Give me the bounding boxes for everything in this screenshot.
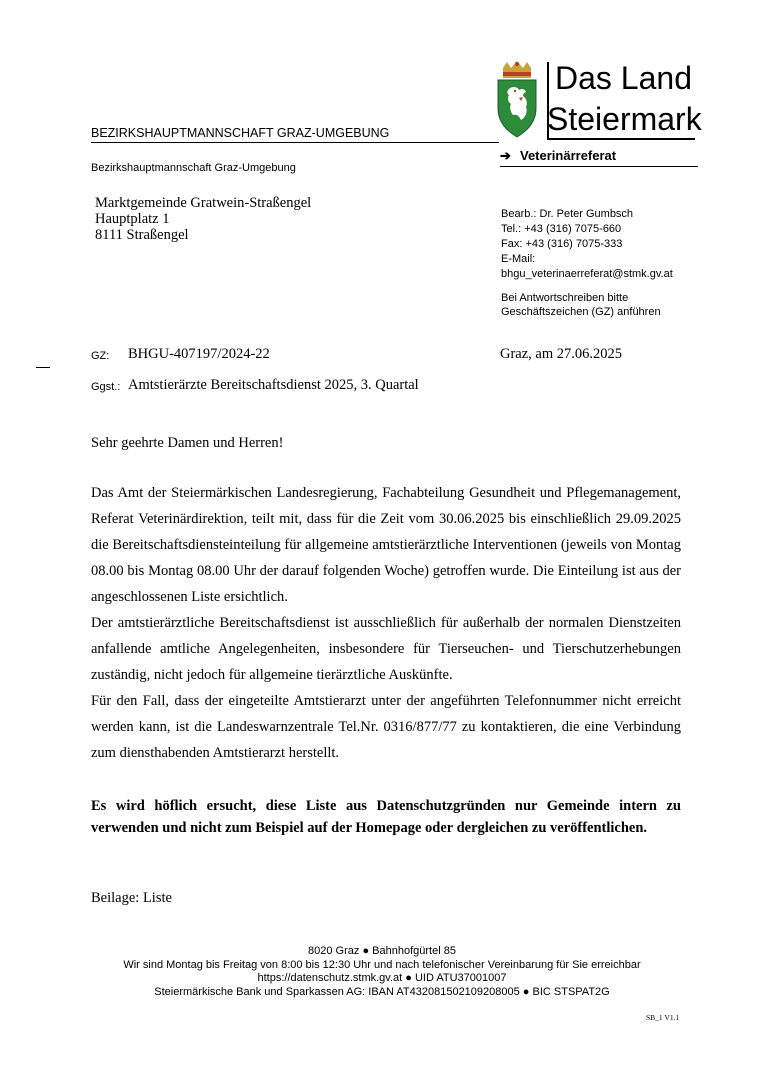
recipient-city: 8111 Straßengel	[95, 227, 189, 243]
reply-note-line-2: Geschäftszeichen (GZ) anführen	[501, 306, 661, 318]
footer-bank: Steiermärkische Bank und Sparkassen AG: IBAN AT432081502109208005 ● BIC STSPAT2G	[154, 985, 610, 998]
logo-text-steiermark: Steiermark	[547, 101, 702, 137]
recipient-name: Marktgemeinde Gratwein-Straßengel	[95, 195, 312, 211]
privacy-notice: Es wird höflich ersucht, diese Liste aus Datenschutzgründen nur Gemeinde intern zu verwenden und nicht zum Beispiel auf der Homepage oder dergleichen zu veröffentlichen.	[91, 798, 681, 836]
authority-title: BEZIRKSHAUPTMANNSCHAFT GRAZ-UMGEBUNG	[91, 126, 390, 140]
logo-underline	[547, 138, 695, 140]
letter-body	[91, 480, 681, 766]
sender-line: Bezirkshauptmannschaft Graz-Umgebung	[91, 162, 296, 174]
subject-value: Amtstierärzte Bereitschaftsdienst 2025, 3. Quartal	[128, 377, 419, 393]
body-paragraph-1: Das Amt der Steiermärkischen Landesregierung, Fachabteilung Gesundheit und Pflegemanagement, Referat Veterinärdirektion, teilt mit, dass für die Zeit vom 30.06.2025 bis einschließlich 29.09.2025 die Bereitschaftsdiensteinteilung für allgemeine amtstierärztliche Interventionen (jeweils von Montag 08.00 bis Montag 08.00 Uhr der darauf folgenden Woche) getroffen wurde. Die Einteilung ist aus der angeschlossenen Liste ersichtlich.	[91, 485, 681, 605]
steiermark-crest-icon	[495, 60, 539, 140]
arrow-right-icon: ➔	[500, 148, 511, 163]
header-rule	[91, 142, 499, 143]
fold-mark	[36, 367, 50, 368]
contact-officer: Bearb.: Dr. Peter Gumbsch	[501, 208, 634, 220]
department-name: Veterinärreferat	[520, 148, 617, 163]
reply-note-line-1: Bei Antwortschreiben bitte	[501, 292, 629, 304]
footer-privacy-link[interactable]: https://datenschutz.stmk.gv.at ● UID ATU37001007	[257, 972, 507, 984]
body-paragraph-3: Für den Fall, dass der eingeteilte Amtstierarzt unter der angeführten Telefonnummer nicht erreicht werden kann, ist die Landeswarnzentrale Tel.Nr. 0316/877/77 zu kontaktieren, die eine Verbindung zum diensthabenden Amtstierarzt herstellt.	[91, 693, 681, 761]
gz-label: GZ:	[91, 350, 110, 362]
attachment-note: Beilage: Liste	[91, 890, 172, 906]
logo-text-das-land: Das Land	[555, 60, 692, 96]
contact-email[interactable]: bhgu_veterinaerreferat@stmk.gv.at	[501, 268, 673, 280]
salutation: Sehr geehrte Damen und Herren!	[91, 435, 284, 451]
form-version: SB_1 V1.1	[646, 1013, 680, 1022]
department-rule	[500, 166, 698, 167]
contact-phone: Tel.: +43 (316) 7075-660	[501, 223, 622, 235]
footer-hours: Wir sind Montag bis Freitag von 8:00 bis 12:30 Uhr und nach telefonischer Vereinbarung für Sie erreichbar	[123, 958, 641, 971]
footer-address: 8020 Graz ● Bahnhofgürtel 85	[308, 945, 456, 957]
footer	[0, 945, 764, 999]
recipient-street: Hauptplatz 1	[95, 211, 170, 227]
place-date: Graz, am 27.06.2025	[500, 346, 623, 362]
body-paragraph-2: Der amtstierärztliche Bereitschaftsdienst ist ausschließlich für außerhalb der normalen Dienstzeiten anfallende amtliche Angelegenheiten, insbesondere für Tierseuchen- und Tierschutzerhebungen zuständig, nicht jedoch für allgemeine tierärztliche Auskünfte.	[91, 615, 681, 683]
gz-value: BHGU-407197/2024-22	[128, 346, 270, 362]
contact-email-label: E-Mail:	[501, 253, 536, 265]
subject-label: Ggst.:	[91, 381, 121, 393]
contact-fax: Fax: +43 (316) 7075-333	[501, 238, 623, 250]
